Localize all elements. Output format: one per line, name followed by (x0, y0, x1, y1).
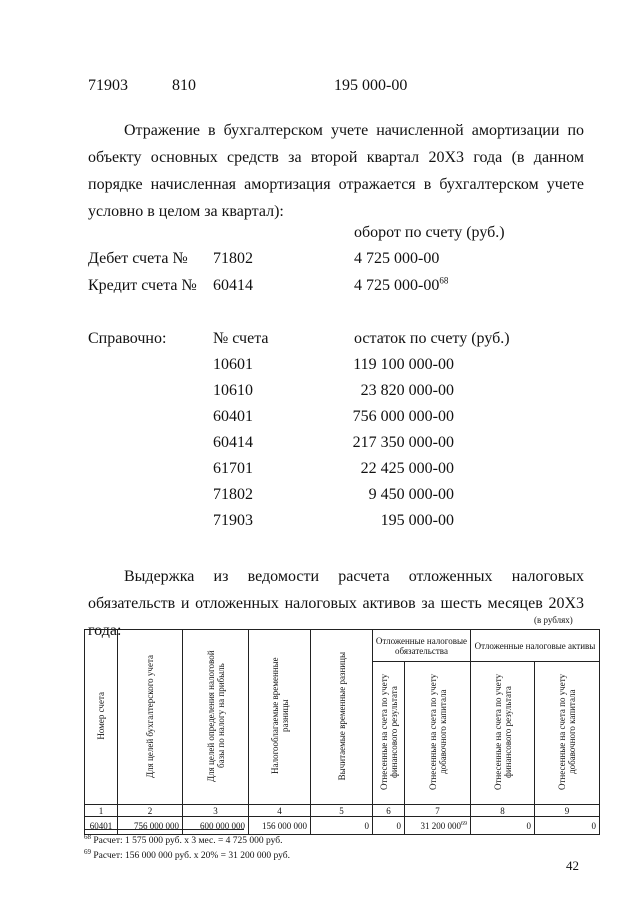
th-dta-cap-text: Отнесенные на счета по учету добавочного капитала (557, 673, 577, 791)
col-number: 3 (183, 805, 249, 817)
table-row (85, 817, 600, 835)
ref-balance: 9 450 000-00 (368, 486, 454, 503)
credit-account: 60414 (213, 277, 253, 294)
ref-account: 10610 (213, 382, 253, 399)
footnote-69-ref: 69 (84, 847, 91, 856)
th-accounting (118, 630, 183, 805)
paragraph-amortization (88, 117, 584, 225)
ref-balance: 217 350 000-00 (352, 434, 454, 451)
cell-dtl-cap (405, 817, 471, 835)
tax-table (84, 629, 599, 835)
col-number: 1 (85, 805, 118, 817)
ref-balance: 22 425 000-00 (360, 460, 454, 477)
th-taxable-diff-text: Налогооблагаемые временные разницы (269, 657, 290, 775)
th-tax-text: Для целей определения налоговой базы по налогу на прибыль (205, 650, 226, 782)
th-dtl-cap-text: Отнесенные на счета по учету добавочного капитала (427, 673, 448, 791)
col-number: 4 (249, 805, 311, 817)
ref-account: 60401 (213, 408, 253, 425)
th-dta-group: Отложенные налоговые активы (471, 630, 600, 662)
col-number: 8 (471, 805, 535, 817)
th-deductible-diff (311, 630, 373, 805)
ref-account: 61701 (213, 460, 253, 477)
cell-dta-cap: 0 (535, 817, 600, 835)
table-units: (в рублях) (534, 615, 573, 625)
th-tax (183, 630, 249, 805)
footnote-ref-68: 68 (439, 275, 449, 286)
ref-account: 60414 (213, 434, 253, 451)
debit-account: 71802 (213, 250, 253, 267)
footnote-ref-69: 69 (461, 820, 467, 827)
cell-tax: 600 000 000 (183, 817, 249, 835)
footnote-68-ref: 68 (84, 832, 91, 841)
ref-account: 10601 (213, 356, 253, 373)
column-numbers-row (85, 805, 600, 817)
footnote-68 (84, 832, 283, 846)
th-taxable-diff (249, 630, 311, 805)
col-number: 5 (311, 805, 373, 817)
credit-amount-value: 4 725 000-00 (354, 277, 440, 294)
ref-balance: 756 000 000-00 (352, 408, 454, 425)
ref-balance: 195 000-00 (380, 512, 454, 529)
th-deductible-diff-text: Вычитаемые временные разницы (336, 651, 347, 781)
page-number: 42 (566, 858, 579, 873)
cell-taxable: 156 000 000 (249, 817, 311, 835)
top-line-amount: 195 000-00 (334, 77, 408, 94)
debit-label: Дебет счета № (88, 250, 188, 267)
th-dta-fin-text: Отнесенные на счета по учету финансового результата (492, 673, 513, 791)
th-dta-fin (471, 662, 535, 805)
th-account-number (85, 630, 118, 805)
reference-col-balance: остаток по счету (руб.) (354, 330, 510, 347)
footnote-69 (84, 847, 290, 861)
ref-account: 71903 (213, 512, 253, 529)
ref-account: 71802 (213, 486, 253, 503)
paragraph-amortization-text: Отражение в бухгалтерском учете начисленной амортизации по объекту основных средств за второй квартал 20Х3 года (в данном порядке начисленная амортизация отражается в бухгалтерском учете условно в целом за квартал): (88, 122, 584, 220)
debit-amount: 4 725 000-00 (354, 250, 440, 267)
col-number: 9 (535, 805, 600, 817)
top-line-code: 810 (172, 77, 196, 94)
cell-account: 60401 (85, 817, 118, 835)
th-account-number-text: Номер счета (96, 692, 106, 740)
col-number: 2 (118, 805, 183, 817)
th-dtl-cap (405, 662, 471, 805)
th-dtl-fin-text: Отнесенные на счета по учету финансового результата (378, 673, 399, 791)
footnote-68-text: Расчет: 1 575 000 руб. х 3 мес. = 4 725 000 руб. (93, 836, 283, 846)
reference-label: Справочно: (88, 330, 167, 347)
paragraph-extract-text: Выдержка из ведомости расчета отложенных налоговых обязательств и отложенных налоговых активов за шесть месяцев 20Х3 года: (88, 568, 584, 639)
footnote-69-text: Расчет: 156 000 000 руб. х 20% = 31 200 000 руб. (93, 851, 290, 861)
ref-balance: 119 100 000-00 (353, 356, 454, 373)
credit-label: Кредит счета № (88, 277, 197, 294)
th-dta-cap (535, 662, 600, 805)
reference-col-account: № счета (213, 330, 269, 347)
cell-dtl-fin: 0 (373, 817, 405, 835)
th-dtl-fin (373, 662, 405, 805)
cell-dta-fin: 0 (471, 817, 535, 835)
credit-amount (354, 276, 448, 296)
col-number: 7 (405, 805, 471, 817)
th-dtl-group: Отложенные налоговые обязательства (373, 630, 471, 662)
ref-balance: 23 820 000-00 (360, 382, 454, 399)
cell-deductible: 0 (311, 817, 373, 835)
cell-accounting: 756 000 000 (118, 817, 183, 835)
th-accounting-text: Для целей бухгалтерского учета (145, 654, 155, 778)
top-line-account: 71903 (88, 77, 128, 94)
turnover-header: оборот по счету (руб.) (354, 224, 505, 241)
col-number: 6 (373, 805, 405, 817)
cell-dtl-cap-value: 31 200 000 (420, 820, 461, 831)
footnote-separator (84, 829, 244, 830)
